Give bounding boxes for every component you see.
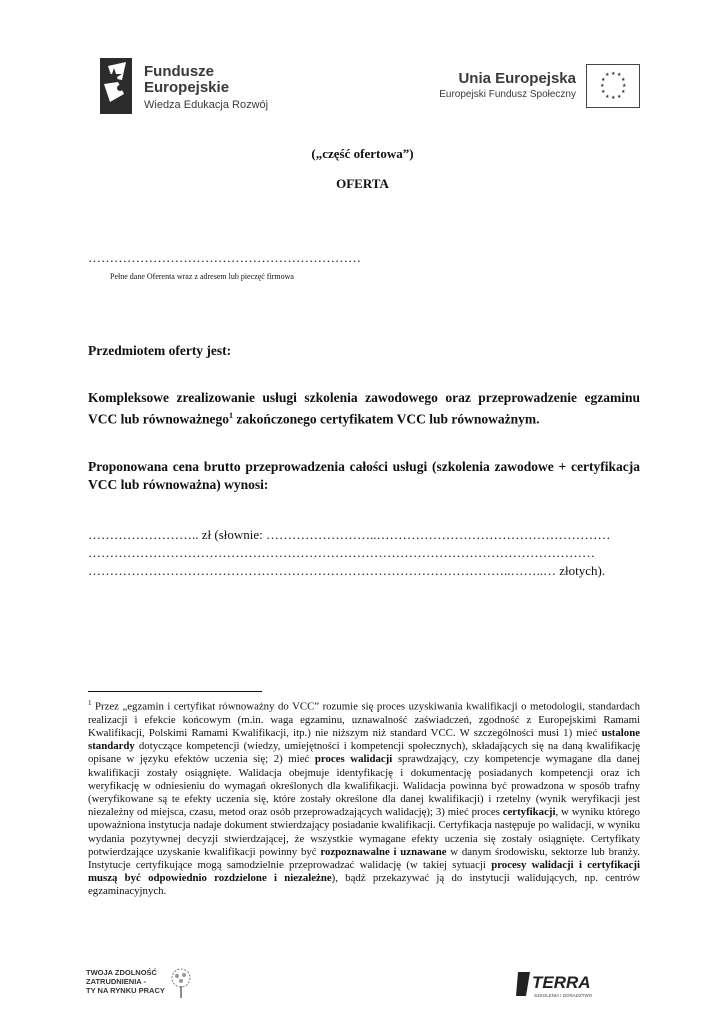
eu-logo-line1: Unia Europejska: [458, 70, 576, 87]
fundusze-europejskie-logo: [100, 58, 270, 114]
tz-line3: TY NA RYNKU PRACY: [86, 986, 165, 995]
tz-line1: TWOJA ZDOLNOŚĆ: [86, 968, 157, 977]
svg-text:★: ★: [605, 94, 610, 100]
svg-text:★: ★: [601, 89, 606, 95]
svg-text:★: ★: [611, 71, 616, 77]
subject-heading: Przedmiotem oferty jest:: [88, 343, 232, 358]
twoja-zdolnosc-logo: [86, 968, 196, 1004]
svg-text:★: ★: [617, 72, 622, 78]
fe-logo-line1: Fundusze: [144, 63, 214, 80]
price-line-3: ……………………………………………………………………………………..……..… złotych).: [88, 563, 606, 578]
terra-logo-mark: [516, 970, 608, 1000]
footnote-separator: [88, 691, 262, 692]
offerer-caption: Pełne dane Oferenta wraz z adresem lub pieczęć firmowa: [110, 272, 294, 281]
tree-icon: [168, 968, 194, 1000]
eu-logo-line2: Europejski Fundusz Społeczny: [439, 89, 576, 100]
tz-line2: ZATRUDNIENIA -: [86, 977, 146, 986]
fe-logo-line2: Europejskie: [144, 79, 230, 96]
terra-logo: [516, 970, 608, 1000]
svg-text:★: ★: [617, 94, 622, 100]
svg-text:★: ★: [621, 77, 626, 83]
svg-text:★: ★: [605, 72, 610, 78]
offerer-dots: ………………………………………………………: [88, 250, 361, 265]
fe-flag-icon: [100, 58, 132, 114]
svg-text:★: ★: [600, 83, 605, 89]
svg-text:★: ★: [622, 83, 627, 89]
price-line-1: …………………….. zł (słownie: ……………………..………………………………………………: [88, 527, 611, 542]
price-text: Proponowana cena brutto przeprowadzenia całości usługi (szkolenia zawodowe + certyfikacja VCC lub równoważna) wynosi:: [88, 459, 640, 492]
eu-flag-icon: [586, 64, 640, 108]
footnote-ref: 1: [229, 411, 234, 420]
unia-europejska-logo: [418, 64, 636, 110]
svg-text:★: ★: [601, 77, 606, 83]
subject-text: Kompleksowe zrealizowanie usługi szkolenia zawodowego oraz przeprowadzenie egzaminu VCC lub równoważnego$^1$ zakończonego certyfikatem VCC lub równoważnym.: [88, 390, 640, 427]
svg-text:★: ★: [611, 95, 616, 101]
terra-name: TERRA: [532, 973, 591, 992]
footnote: $^1$ Przez „egzamin i certyfikat równoważny do VCC” rozumie się proces uzyskiwania kwalifikacji o metodologii, standardach realizacji i efekcie końcowym (m.in. waga egzaminu, uznawalność zaświadczeń, zgodność z Europejskimi Ramami Kwalifikacji, Polskimi Ramami Kwalifikacji, itp.) nie niższym niż standard VCC. W szczególności musi 1) mieć ustalone standardy dotyczące kompetencji (wiedzy, umiejętności i kompetencji społecznych), składających się na daną kwalifikację opisane w języku efektów uczenia się; 2) mieć proces walidacji sprawdzający, czy kompetencje wymagane dla danej kwalifikacji zostały osiągnięte. Walidacja obejmuje identyfikację i dokumentację posiadanych kompetencji oraz ich weryfikację w odniesieniu do wymagań określonych dla kwalifikacji. Walidacja powinna być prowadzona w sposób trafny (weryfikowane są te efekty uczenia się, które zostały określone dla danej kwalifikacji) i rzetelny (wynik weryfikacji jest niezależny od miejsca, czasu, metod oraz osób przeprowadzających walidację); 3) mieć proces certyfikacji, w wyniku którego upoważniona instytucja nadaje dokument stwierdzający posiadanie kwalifikacji. Certyfikacja następuje po walidacji, w wyniku wydania pozytywnej decyzji stwierdzającej, że wszystkie wymagane efekty uczenia się zostały osiągnięte. Certyfikaty potwierdzające uzyskanie kwalifikacji powinny być rozpoznawalne i uznawane w danym środowisku, sektorze lub branży. Instytucje certyfikujące mogą samodzielnie przeprowadzać walidację (w takiej sytuacji procesy walidacji i certyfikacji muszą być odpowiednio rozdzielone i niezależne), bądź przekazywać ją do instytucji walidujących, np. centrów egzaminacyjnych.: [88, 699, 641, 898]
terra-tagline: SZKOLENIA I DORADZTWO: [534, 993, 593, 998]
document-title: OFERTA: [336, 176, 389, 191]
fe-logo-line3: Wiedza Edukacja Rozwój: [144, 99, 269, 111]
svg-text:★: ★: [621, 89, 626, 95]
price-line-2: ………………………………………………………………………………………………………: [88, 545, 595, 560]
document-subtitle: („część ofertowa”): [311, 146, 414, 161]
